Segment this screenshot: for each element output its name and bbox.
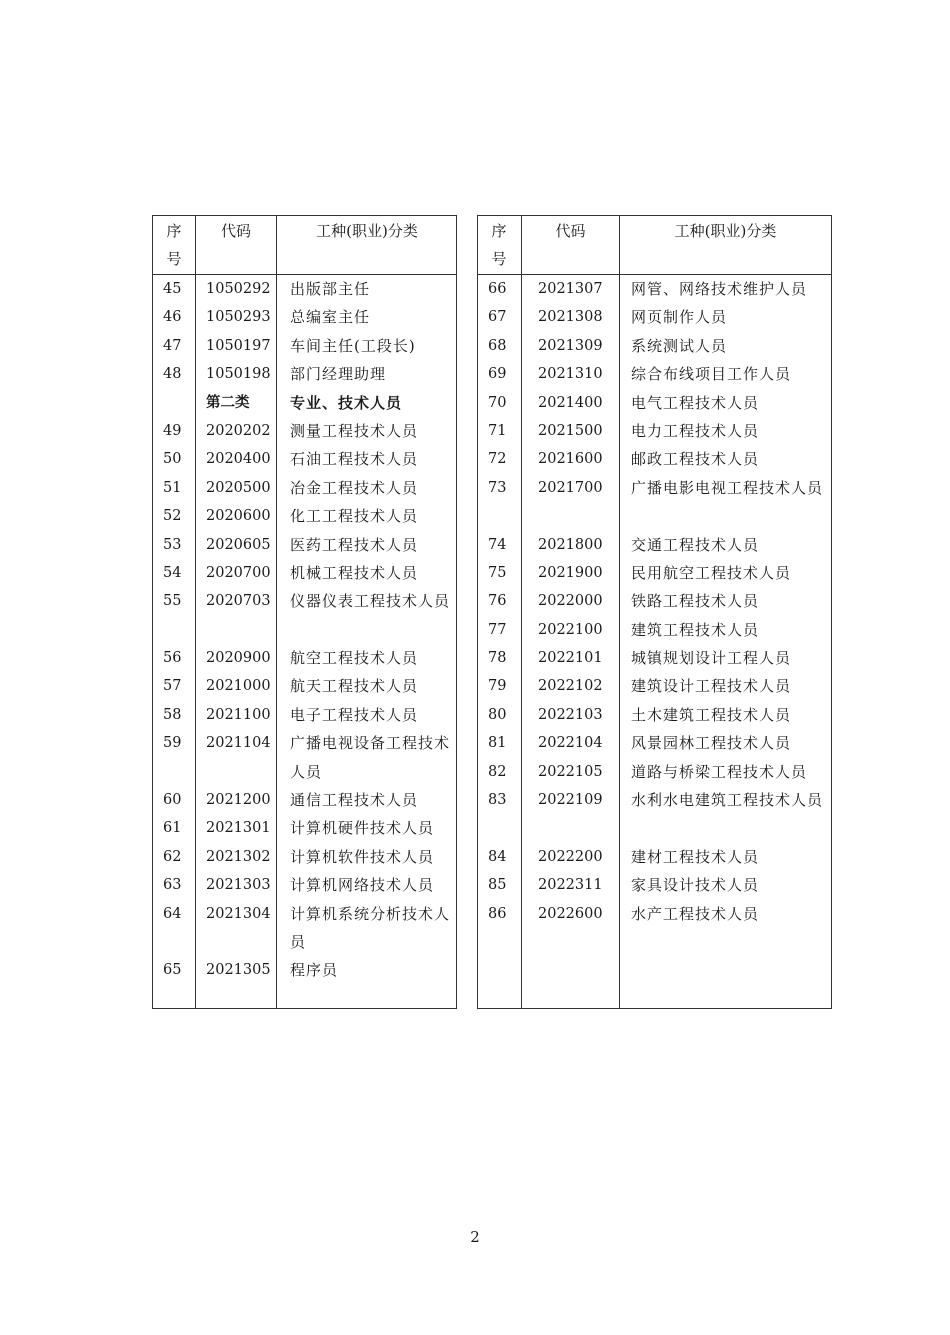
occupation-code: 2021309 <box>538 337 603 354</box>
header-serial-line1: 序 <box>491 222 507 240</box>
occupation-name: 电力工程技术人员 <box>631 421 760 440</box>
table-row <box>153 275 456 303</box>
occupation-code: 1050197 <box>206 337 271 354</box>
occupation-name: 广播电视设备工程技术人员 <box>290 734 451 781</box>
occupation-code: 2021104 <box>206 735 271 752</box>
serial-number: 85 <box>488 877 507 894</box>
serial-number: 81 <box>488 735 507 752</box>
serial-number: 62 <box>163 848 182 865</box>
occupation-code: 2021302 <box>206 848 271 865</box>
occupation-code: 2020202 <box>206 422 271 439</box>
header-category: 工种(职业)分类 <box>674 222 777 240</box>
serial-number: 80 <box>488 706 507 723</box>
table-row <box>153 900 456 957</box>
occupation-code: 2022101 <box>538 650 603 667</box>
serial-number: 74 <box>488 536 507 553</box>
category-title: 专业、技术人员 <box>290 393 403 412</box>
occupation-name: 仪器仪表工程技术人员 <box>290 592 451 611</box>
occupation-name: 民用航空工程技术人员 <box>631 563 792 582</box>
occupation-code: 2022100 <box>538 621 603 638</box>
occupation-code: 2020500 <box>206 479 271 496</box>
table-row <box>478 616 831 644</box>
header-serial-line2: 号 <box>491 250 507 268</box>
occupation-code: 2021100 <box>206 706 271 723</box>
occupation-name: 铁路工程技术人员 <box>631 592 760 611</box>
table-row <box>153 332 456 360</box>
serial-number: 76 <box>488 593 507 610</box>
header-code: 代码 <box>220 222 251 240</box>
serial-number: 79 <box>488 678 507 695</box>
table-row <box>153 360 456 388</box>
table-row <box>478 275 831 303</box>
table-row <box>153 701 456 729</box>
table-row <box>478 871 831 899</box>
table-row <box>153 672 456 700</box>
occupation-code: 2021301 <box>206 820 271 837</box>
occupation-name: 电子工程技术人员 <box>290 705 419 724</box>
serial-number: 51 <box>163 479 182 496</box>
occupation-name: 测量工程技术人员 <box>290 421 419 440</box>
serial-number: 82 <box>488 763 507 780</box>
occupation-name: 总编室主任 <box>290 308 371 327</box>
occupation-name: 建材工程技术人员 <box>631 847 760 866</box>
serial-number: 54 <box>163 564 182 581</box>
occupation-code: 2020600 <box>206 508 271 525</box>
table-row <box>153 871 456 899</box>
occupation-name: 建筑工程技术人员 <box>631 620 760 639</box>
occupation-name: 网管、网络技术维护人员 <box>631 280 808 298</box>
table-row <box>153 502 456 530</box>
occupation-name: 出版部主任 <box>290 280 371 298</box>
occupation-name: 航天工程技术人员 <box>290 677 419 696</box>
occupation-code: 2021700 <box>538 479 603 496</box>
table-row <box>478 389 831 417</box>
table-row <box>153 445 456 473</box>
table-row <box>153 644 456 672</box>
table-row <box>153 729 456 786</box>
serial-number: 48 <box>163 366 182 383</box>
occupation-code: 2022103 <box>538 706 603 723</box>
serial-number: 84 <box>488 848 507 865</box>
occupation-code: 1050293 <box>206 309 271 326</box>
table-row <box>478 843 831 871</box>
category-heading-row <box>153 389 456 417</box>
occupation-name: 道路与桥梁工程技术人员 <box>631 762 808 781</box>
occupation-code: 2021400 <box>538 394 603 411</box>
table-row <box>478 758 831 786</box>
occupation-name: 风景园林工程技术人员 <box>631 734 792 753</box>
table-row <box>478 644 831 672</box>
table-row <box>153 587 456 644</box>
header-serial-number <box>484 216 514 274</box>
serial-number: 56 <box>163 650 182 667</box>
table-body-left <box>153 275 456 985</box>
serial-number: 52 <box>163 508 182 525</box>
occupation-code: 2021600 <box>538 451 603 468</box>
occupation-name: 建筑设计工程技术人员 <box>631 677 792 696</box>
header-category: 工种(职业)分类 <box>316 222 418 240</box>
table-row <box>478 531 831 559</box>
occupation-code: 2020700 <box>206 564 271 581</box>
occupation-code: 2021900 <box>538 564 603 581</box>
table-row <box>478 701 831 729</box>
serial-number: 67 <box>488 309 507 326</box>
serial-number: 60 <box>163 792 182 809</box>
occupation-name: 计算机软件技术人员 <box>290 847 435 866</box>
serial-number: 69 <box>488 366 507 383</box>
header-serial-line1: 序 <box>166 222 182 240</box>
serial-number: 46 <box>163 309 182 326</box>
serial-number: 59 <box>163 735 182 752</box>
occupation-code: 2021500 <box>538 422 603 439</box>
serial-number: 61 <box>163 820 182 837</box>
header-serial-line2: 号 <box>166 250 182 268</box>
serial-number: 73 <box>488 479 507 496</box>
serial-number: 65 <box>163 962 182 979</box>
occupation-code: 2022102 <box>538 678 603 695</box>
occupation-table-right <box>477 215 832 1009</box>
occupation-code: 2022200 <box>538 848 603 865</box>
serial-number: 49 <box>163 422 182 439</box>
occupation-name: 广播电影电视工程技术人员 <box>631 478 824 497</box>
occupation-code: 2021200 <box>206 792 271 809</box>
serial-number: 58 <box>163 706 182 723</box>
serial-number: 47 <box>163 337 182 354</box>
serial-number: 75 <box>488 564 507 581</box>
table-body-right <box>478 275 831 928</box>
table-row <box>478 900 831 928</box>
occupation-name: 石油工程技术人员 <box>290 450 419 469</box>
serial-number: 50 <box>163 451 182 468</box>
occupation-name: 航空工程技术人员 <box>290 649 419 668</box>
table-row <box>478 303 831 331</box>
serial-number: 71 <box>488 422 507 439</box>
occupation-code: 2022104 <box>538 735 603 752</box>
occupation-code: 2021304 <box>206 905 271 922</box>
occupation-name: 电气工程技术人员 <box>631 393 760 412</box>
occupation-code: 2022000 <box>538 593 603 610</box>
occupation-name: 交通工程技术人员 <box>631 535 760 554</box>
occupation-name: 城镇规划设计工程人员 <box>631 649 792 668</box>
occupation-name: 水利水电建筑工程技术人员 <box>631 791 824 810</box>
table-row <box>153 786 456 814</box>
occupation-code: 2020605 <box>206 536 271 553</box>
serial-number: 83 <box>488 792 507 809</box>
header-serial-number <box>159 216 189 274</box>
table-row <box>478 672 831 700</box>
occupation-code: 2021308 <box>538 309 603 326</box>
serial-number: 64 <box>163 905 182 922</box>
occupation-name: 系统测试人员 <box>631 336 728 355</box>
table-row <box>478 587 831 615</box>
table-row <box>153 814 456 842</box>
header-code: 代码 <box>555 222 586 240</box>
table-row <box>478 360 831 388</box>
occupation-name: 邮政工程技术人员 <box>631 450 760 469</box>
occupation-name: 土木建筑工程技术人员 <box>631 705 792 724</box>
occupation-name: 综合布线项目工作人员 <box>631 365 792 384</box>
occupation-code: 2021800 <box>538 536 603 553</box>
occupation-code: 2021310 <box>538 366 603 383</box>
serial-number: 86 <box>488 905 507 922</box>
table-row <box>153 843 456 871</box>
occupation-name: 计算机硬件技术人员 <box>290 819 435 838</box>
table-row <box>153 956 456 984</box>
occupation-name: 网页制作人员 <box>631 308 728 327</box>
serial-number: 57 <box>163 678 182 695</box>
serial-number: 72 <box>488 451 507 468</box>
serial-number: 78 <box>488 650 507 667</box>
serial-number: 77 <box>488 621 507 638</box>
table-row <box>153 417 456 445</box>
table-row <box>153 474 456 502</box>
table-row <box>153 559 456 587</box>
occupation-code: 2022105 <box>538 763 603 780</box>
serial-number: 68 <box>488 337 507 354</box>
category-label: 第二类 <box>206 393 250 411</box>
occupation-code: 2021000 <box>206 678 271 695</box>
occupation-code: 2020703 <box>206 593 271 610</box>
occupation-code: 2022600 <box>538 905 603 922</box>
occupation-code: 2021305 <box>206 962 271 979</box>
occupation-name: 通信工程技术人员 <box>290 791 419 810</box>
occupation-code: 1050198 <box>206 366 271 383</box>
table-row <box>478 474 831 531</box>
table-row <box>478 559 831 587</box>
table-row <box>478 332 831 360</box>
serial-number: 63 <box>163 877 182 894</box>
serial-number: 70 <box>488 394 507 411</box>
table-row <box>153 303 456 331</box>
occupation-name: 部门经理助理 <box>290 365 387 384</box>
serial-number: 45 <box>163 281 182 297</box>
occupation-code: 2020900 <box>206 650 271 667</box>
occupation-name: 程序员 <box>290 961 339 980</box>
occupation-code: 2021303 <box>206 877 271 894</box>
occupation-name: 家具设计技术人员 <box>631 876 760 895</box>
occupation-name: 化工工程技术人员 <box>290 507 419 526</box>
occupation-code: 2022109 <box>538 792 603 809</box>
occupation-table-left <box>152 215 457 1009</box>
serial-number: 55 <box>163 593 182 610</box>
serial-number: 53 <box>163 536 182 553</box>
occupation-code: 1050292 <box>206 281 271 297</box>
table-row <box>478 445 831 473</box>
occupation-name: 医药工程技术人员 <box>290 535 419 554</box>
occupation-name: 机械工程技术人员 <box>290 563 419 582</box>
serial-number: 66 <box>488 281 507 297</box>
occupation-name: 计算机网络技术人员 <box>290 876 435 895</box>
occupation-code: 2020400 <box>206 451 271 468</box>
table-row <box>478 729 831 757</box>
table-row <box>478 786 831 843</box>
occupation-name: 水产工程技术人员 <box>631 904 760 923</box>
occupation-name: 计算机系统分析技术人员 <box>290 904 451 952</box>
occupation-code: 2022311 <box>538 877 603 894</box>
table-row <box>153 531 456 559</box>
occupation-name: 冶金工程技术人员 <box>290 478 419 497</box>
occupation-code: 2021307 <box>538 281 603 297</box>
occupation-name: 车间主任(工段长) <box>290 336 416 355</box>
page-number: 2 <box>470 1228 480 1246</box>
table-row <box>478 417 831 445</box>
